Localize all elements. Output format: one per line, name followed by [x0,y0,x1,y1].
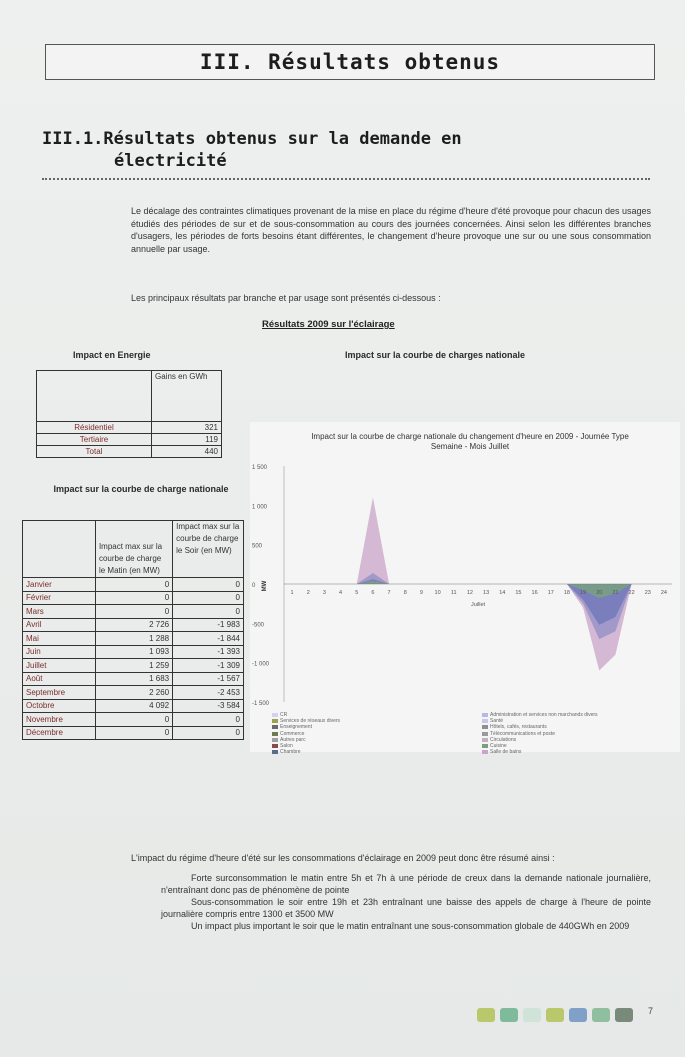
morning-value: 1 093 [95,645,172,659]
legend-label: Enseignement [280,724,312,731]
legend-label: Télécommunications et poste [490,730,556,737]
morning-value: 2 726 [95,618,172,632]
legend-label: Commerce [280,730,305,737]
energy-row-value: 440 [152,446,222,458]
monthly-col1-header: Impact max sur la courbe de charge le Matin (en MW) [95,521,172,578]
morning-value: 0 [95,605,172,619]
x-tick-label: 6 [371,590,375,596]
month-label: Mars [23,605,96,619]
x-tick-label: 21 [612,590,619,596]
legend-swatch [482,750,488,754]
x-axis-label: Juillet [470,602,486,608]
conclusion-bullet-1: Forte surconsommation le matin entre 5h et 7h à une période de creux dans la demande nationale journalière, n'entraînant donc pas de phénomène de pointe [161,873,651,895]
morning-value: 0 [95,713,172,727]
month-label: Janvier [23,578,96,592]
energy-table [36,370,222,458]
impact-curve-left-heading: Impact sur la courbe de charge nationale [53,484,229,494]
morning-value: 2 260 [95,686,172,700]
legend-swatch [482,744,488,748]
x-tick-label: 10 [434,590,441,596]
energy-row-value: 321 [152,422,222,434]
section-title [42,128,642,172]
x-tick-label: 16 [531,590,538,596]
intro-paragraph-2: Les principaux résultats par branche et par usage sont présentés ci-dessous : [131,293,441,303]
impact-curve-heading: Impact sur la courbe de charges nationale [345,350,526,360]
x-tick-label: 13 [483,590,490,596]
energy-table-corner [37,371,152,422]
y-tick-label: 500 [252,543,263,550]
table-row [37,434,222,446]
morning-value: 1 259 [95,659,172,673]
legend-label: Chambre [280,749,301,756]
month-label: Juin [23,645,96,659]
x-tick-label: 9 [419,590,423,596]
decorative-dot [523,1008,541,1022]
evening-value: -1 393 [173,645,244,659]
y-tick-label: 1 500 [252,465,268,471]
table-row [37,446,222,458]
section-title-line2: électricité [114,151,227,171]
morning-value: 0 [95,591,172,605]
evening-value: -1 844 [173,632,244,646]
y-tick-label: 0 [252,583,256,589]
y-tick-label: -500 [252,622,265,629]
conclusion-intro: L'impact du régime d'heure d'été sur les consommations d'éclairage en 2009 peut donc être résumé ainsi : [131,853,555,863]
legend-swatch [482,732,488,736]
x-tick-label: 1 [290,590,294,596]
energy-row-label: Total [37,446,152,458]
energy-row-value: 119 [152,434,222,446]
x-tick-label: 7 [387,590,391,596]
energy-table-header: Gains en GWh [152,371,222,422]
morning-value: 0 [95,578,172,592]
table-row [23,578,244,592]
legend-swatch [482,713,488,717]
conclusion-bullet-2: Sous-consommation le soir entre 19h et 23h entraînant une baisse des appels de charge à l'heure de pointe journalière compris entre 1300 et 3500 MW [161,897,651,919]
page-number: 7 [648,1006,654,1016]
legend-swatch [272,738,278,742]
chapter-title: III. Résultats obtenus [199,50,501,74]
month-label: Septembre [23,686,96,700]
x-tick-label: 15 [515,590,522,596]
legend-item [482,749,685,755]
legend-label: Santé [490,718,504,725]
legend-label: Circulations [490,736,517,743]
area-chart [250,460,680,710]
morning-value: 4 092 [95,699,172,713]
y-axis-label: MW [262,580,268,592]
x-tick-label: 11 [450,590,457,596]
x-tick-label: 18 [563,590,570,596]
conclusion-bullet-3: Un impact plus important le soir que le matin entraînant une sous-consommation globale de 440GWh en 2009 [191,921,630,931]
evening-value: 0 [173,591,244,605]
decorative-dot [500,1008,518,1022]
legend-label: Services de réseaux divers [280,718,341,725]
table-row [23,713,244,727]
section-divider [42,178,650,180]
decorative-dot [477,1008,495,1022]
morning-value: 1 683 [95,672,172,686]
table-row [23,632,244,646]
y-tick-label: -1 000 [252,661,270,668]
month-label: Décembre [23,726,96,740]
impact-energy-heading: Impact en Energie [73,350,151,360]
x-tick-label: 22 [628,590,635,596]
x-tick-label: 23 [644,590,651,596]
conclusion [131,852,651,932]
x-tick-label: 5 [355,590,359,596]
energy-row-label: Résidentiel [37,422,152,434]
legend-label: Administration et services non marchands divers [490,712,598,718]
table-row [23,672,244,686]
results-heading: Résultats 2009 sur l'éclairage [262,319,395,330]
month-label: Mai [23,632,96,646]
table-row [23,699,244,713]
month-label: Octobre [23,699,96,713]
evening-value: 0 [173,578,244,592]
x-tick-label: 12 [466,590,473,596]
evening-value: -1 567 [173,672,244,686]
legend-swatch [482,719,488,723]
evening-value: 0 [173,605,244,619]
table-row [23,605,244,619]
legend-swatch [272,732,278,736]
evening-value: -3 584 [173,699,244,713]
chapter-title-box [45,44,655,80]
x-tick-label: 20 [596,590,603,596]
table-row [37,422,222,434]
x-tick-label: 19 [580,590,587,596]
energy-row-label: Tertiaire [37,434,152,446]
x-tick-label: 4 [339,590,343,596]
monthly-col2-header: Impact max sur la courbe de charge le Soir (en MW) [173,521,244,578]
legend-swatch [272,713,278,717]
table-row [23,726,244,740]
morning-value: 1 288 [95,632,172,646]
legend-swatch [272,719,278,723]
evening-value: -2 453 [173,686,244,700]
legend-swatch [272,744,278,748]
evening-value: -1 309 [173,659,244,673]
x-tick-label: 2 [306,590,310,596]
decorative-dot [546,1008,564,1022]
evening-value: -1 983 [173,618,244,632]
month-label: Avril [23,618,96,632]
decorative-dot [569,1008,587,1022]
month-label: Novembre [23,713,96,727]
x-tick-label: 17 [547,590,554,596]
x-tick-label: 8 [403,590,407,596]
legend-label: Cuisine [490,742,507,749]
x-tick-label: 14 [499,590,506,596]
section-title-line1: III.1.Résultats obtenus sur la demande en [42,129,462,149]
intro-paragraph: Le décalage des contraintes climatiques provenant de la mise en place du régime d'heure d'été provoque pour chacun des usages étudiés des périodes de sur et de sous-consommation au cours des journées concernées. Ainsi selon les différentes branches d'usagers, les périodes de forts besoins étant différentes, le changement d'heure provoque une sur ou une sous consommation annuelle par usage. [131,206,651,254]
decorative-dot [592,1008,610,1022]
decorative-dots [477,1008,633,1022]
month-label: Juillet [23,659,96,673]
legend-swatch [272,725,278,729]
month-label: Février [23,591,96,605]
table-row [23,645,244,659]
morning-value: 0 [95,726,172,740]
legend-swatch [482,738,488,742]
legend-label: Hôtels, cafés, restaurants [490,724,547,731]
evening-value: 0 [173,713,244,727]
evening-value: 0 [173,726,244,740]
table-row [23,659,244,673]
legend-swatch [272,750,278,754]
monthly-table-corner [23,521,96,578]
table-row [23,618,244,632]
legend-item [272,749,477,755]
legend-label: Autres parc [280,736,306,743]
legend-label: Salle de bains [490,749,522,756]
table-row [23,591,244,605]
x-tick-label: 24 [660,590,667,596]
chart-title: Impact sur la courbe de charge nationale du changement d'heure en 2009 - Journée Type Semaine - Mois Juillet [311,432,629,451]
month-label: Août [23,672,96,686]
legend-label: CR [280,712,288,718]
decorative-dot [615,1008,633,1022]
legend-label: Salon [280,742,293,749]
legend-swatch [482,725,488,729]
x-tick-label: 3 [322,590,326,596]
y-tick-label: 1 000 [252,504,268,511]
y-tick-label: -1 500 [252,701,270,707]
table-row [23,686,244,700]
monthly-table [22,520,244,740]
